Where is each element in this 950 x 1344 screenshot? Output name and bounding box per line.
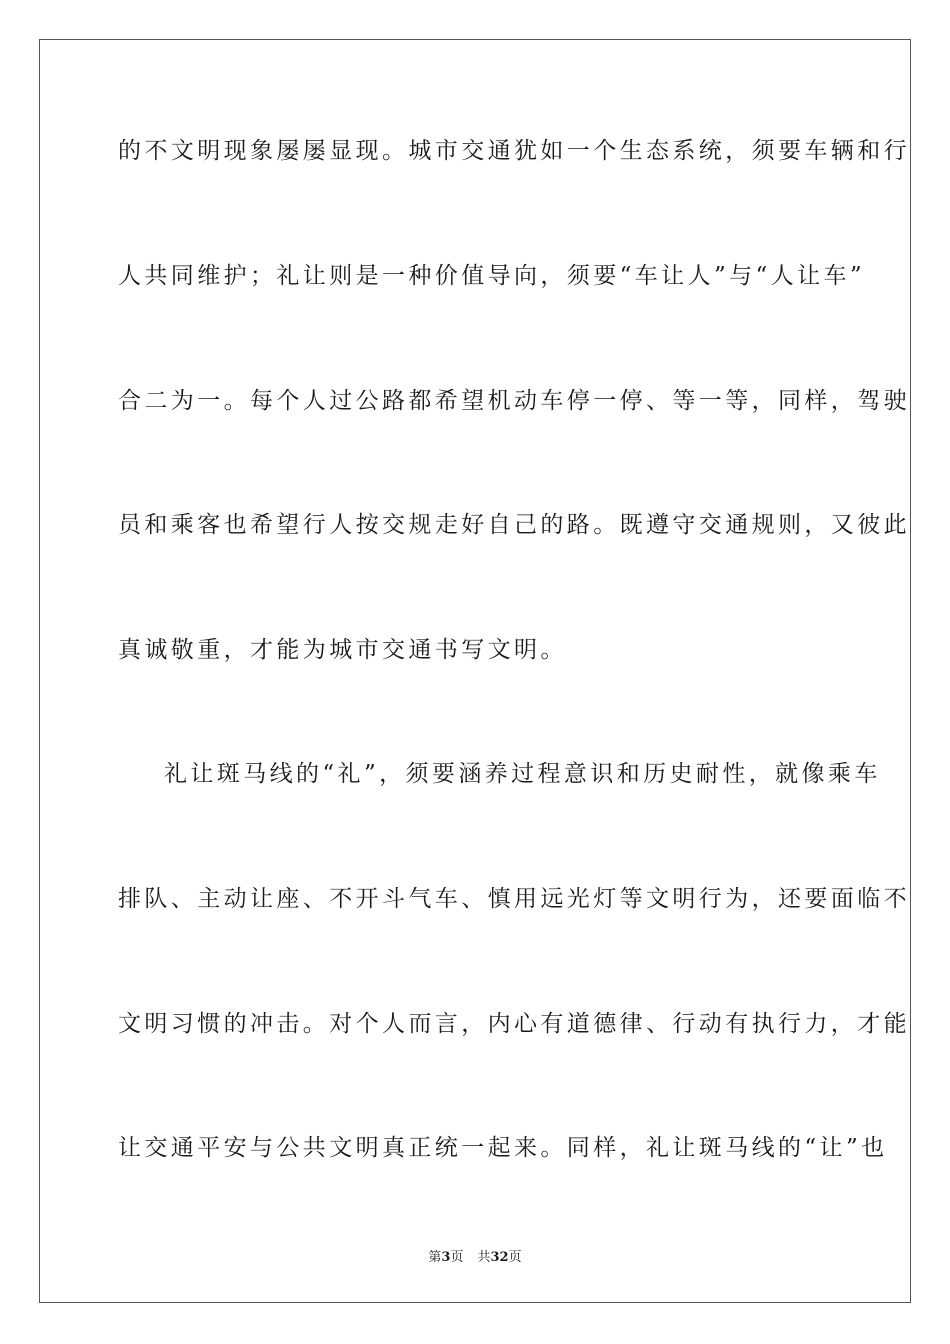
total-suffix: 页 [508, 1250, 522, 1265]
page-footer [0, 1250, 950, 1266]
text-line-3: 合二为一。每个人过公路都希望机动车停一停、等一等，同样，驾驶 [118, 388, 910, 414]
text-line-4: 员和乘客也希望行人按交规走好自己的路。既遵守交通规则，又彼此 [118, 512, 910, 538]
total-prefix: 共 [477, 1250, 491, 1265]
page-prefix: 第 [428, 1250, 442, 1265]
page-suffix: 页 [450, 1250, 464, 1265]
text-line-5: 真诚敬重，才能为城市交通书写文明。 [118, 637, 567, 663]
text-line-7: 排队、主动让座、不开斗气车、慎用远光灯等文明行为，还要面临不 [118, 886, 910, 912]
text-line-6-paragraph-start: 礼让斑马线的“礼”，须要涵养过程意识和历史耐性，就像乘车 [164, 761, 881, 787]
text-line-9: 让交通平安与公共文明真正统一起来。同样，礼让斑马线的“让”也 [118, 1135, 888, 1161]
total-pages: 32 [490, 1250, 509, 1265]
text-line-8: 文明习惯的冲击。对个人而言，内心有道德律、行动有执行力，才能 [118, 1011, 910, 1037]
text-line-1: 的不文明现象屡屡显现。城市交通犹如一个生态系统，须要车辆和行 [118, 138, 910, 164]
page-border [39, 39, 911, 1303]
text-line-2: 人共同维护；礼让则是一种价值导向，须要“车让人”与“人让车” [118, 263, 866, 289]
page-number: 3 [441, 1250, 451, 1265]
